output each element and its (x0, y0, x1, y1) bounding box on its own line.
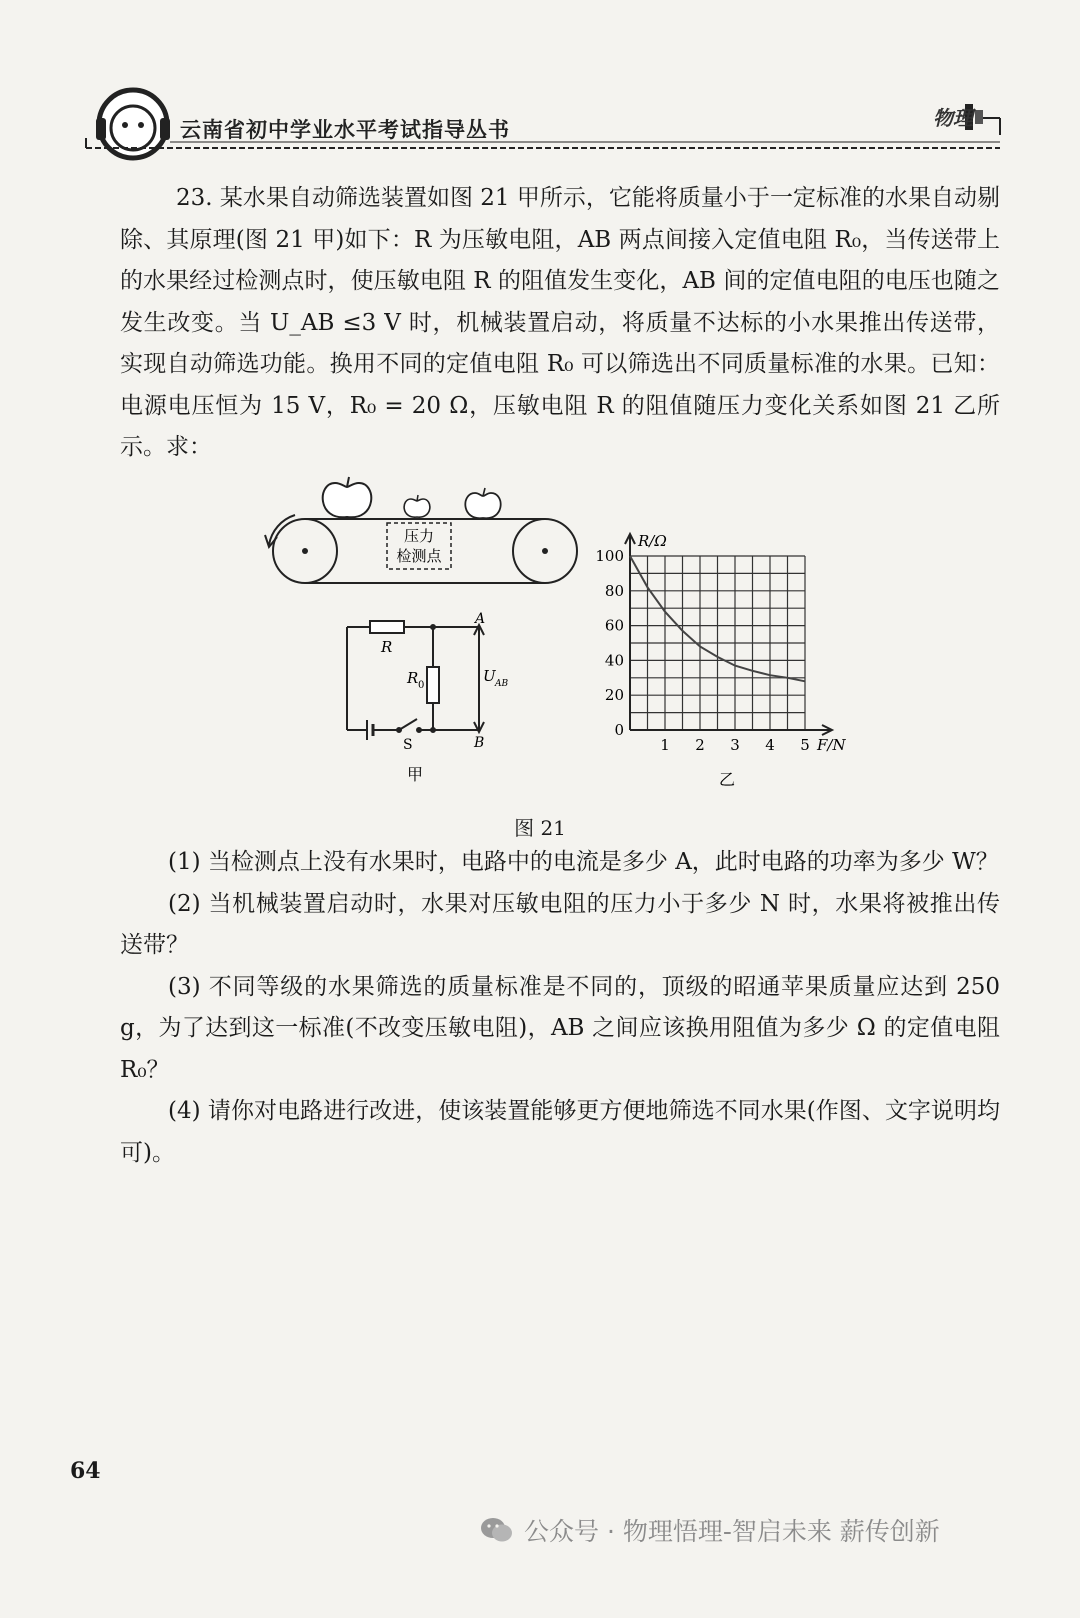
x-axis-label: F/N (817, 736, 846, 754)
watermark (480, 1512, 940, 1548)
header-decoration (0, 0, 1080, 170)
x-tick-label: 1 (660, 736, 670, 754)
label-UAB: U (483, 667, 496, 685)
question-1: (1) 当检测点上没有水果时，电路中的电流是多少 A，此时电路的功率为多少 W？ (168, 849, 999, 875)
resistance-force-chart (595, 532, 846, 754)
x-tick-label: 4 (765, 736, 775, 754)
question-2: (2) 当机械装置启动时，水果对压敏电阻的压力小于多少 N 时，水果将被推出传送带？ (120, 890, 1000, 958)
label-R: R (381, 638, 393, 656)
series-title: 云南省初中学业水平考试指导丛书 (180, 118, 510, 142)
y-tick-label: 60 (604, 616, 624, 635)
figure-21 (255, 475, 875, 805)
y-tick-label: 0 (614, 721, 624, 739)
y-axis-label: R/Ω (638, 532, 667, 550)
detect-label-line2: 检测点 (396, 547, 442, 565)
label-R0-sub: 0 (418, 680, 425, 691)
figure-caption: 图 21 (514, 816, 566, 840)
problem-paragraph: 23. 某水果自动筛选装置如图 21 甲所示，它能将质量小于一定标准的水果自动剔除、其原理(图 21 甲)如下：R 为压敏电阻，AB 两点间接入定值电阻 R₀，当传送带上的水果经过检测点时，使压敏电阻 R 的阻值发生变化，AB 间的定值电阻的电压也随之发生改变。当 U_AB ≤3 V 时，机械装置启动，将质量不达标的小水果推出传送带，实现自动筛选功能。换用不同的定值电阻 R₀ 可以筛选出不同质量标准的水果。已知：电源电压恒为 15 V，R₀ = 20 Ω，压敏电阻 R 的阻值随压力变化关系如图 21 乙所示。求： (120, 185, 1000, 460)
y-tick-label: 100 (595, 547, 624, 565)
page-header (0, 0, 1080, 170)
small-apple-icon (404, 495, 430, 517)
detect-label-line1: 压力 (403, 527, 435, 545)
wechat-icon (480, 1516, 514, 1544)
x-tick-label: 5 (800, 736, 810, 754)
x-tick-label: 2 (695, 736, 705, 754)
watermark-text: 公众号 · 物理悟理-智启未来 薪传创新 (524, 1517, 940, 1546)
label-jia: 甲 (406, 765, 424, 784)
label-B: B (474, 735, 485, 751)
page-number: 64 (70, 1458, 101, 1484)
label-yi: 乙 (718, 770, 736, 789)
x-tick-label: 3 (730, 736, 740, 754)
y-tick-label: 20 (604, 686, 624, 705)
medium-apple-icon (465, 488, 500, 518)
label-UAB-sub: AB (495, 679, 509, 689)
subject-label: 物理 (933, 106, 973, 130)
y-tick-label: 40 (604, 651, 624, 670)
question-list (120, 842, 1000, 1174)
problem-statement (120, 178, 1000, 469)
label-S: S (403, 737, 413, 753)
label-R0: R (407, 669, 419, 687)
label-A: A (475, 611, 486, 627)
question-3: (3) 不同等级的水果筛选的质量标准是不同的，顶级的昭通苹果质量应达到 250 g，为了达到这一标准(不改变压敏电阻)，AB 之间应该换用阻值为多少 Ω 的定值电阻 R₀？ (120, 973, 1000, 1083)
y-tick-label: 80 (604, 581, 624, 600)
question-4: (4) 请你对电路进行改进，使该装置能够更方便地筛选不同水果(作图、文字说明均可)。 (120, 1098, 1000, 1166)
apple-icon (323, 477, 372, 517)
